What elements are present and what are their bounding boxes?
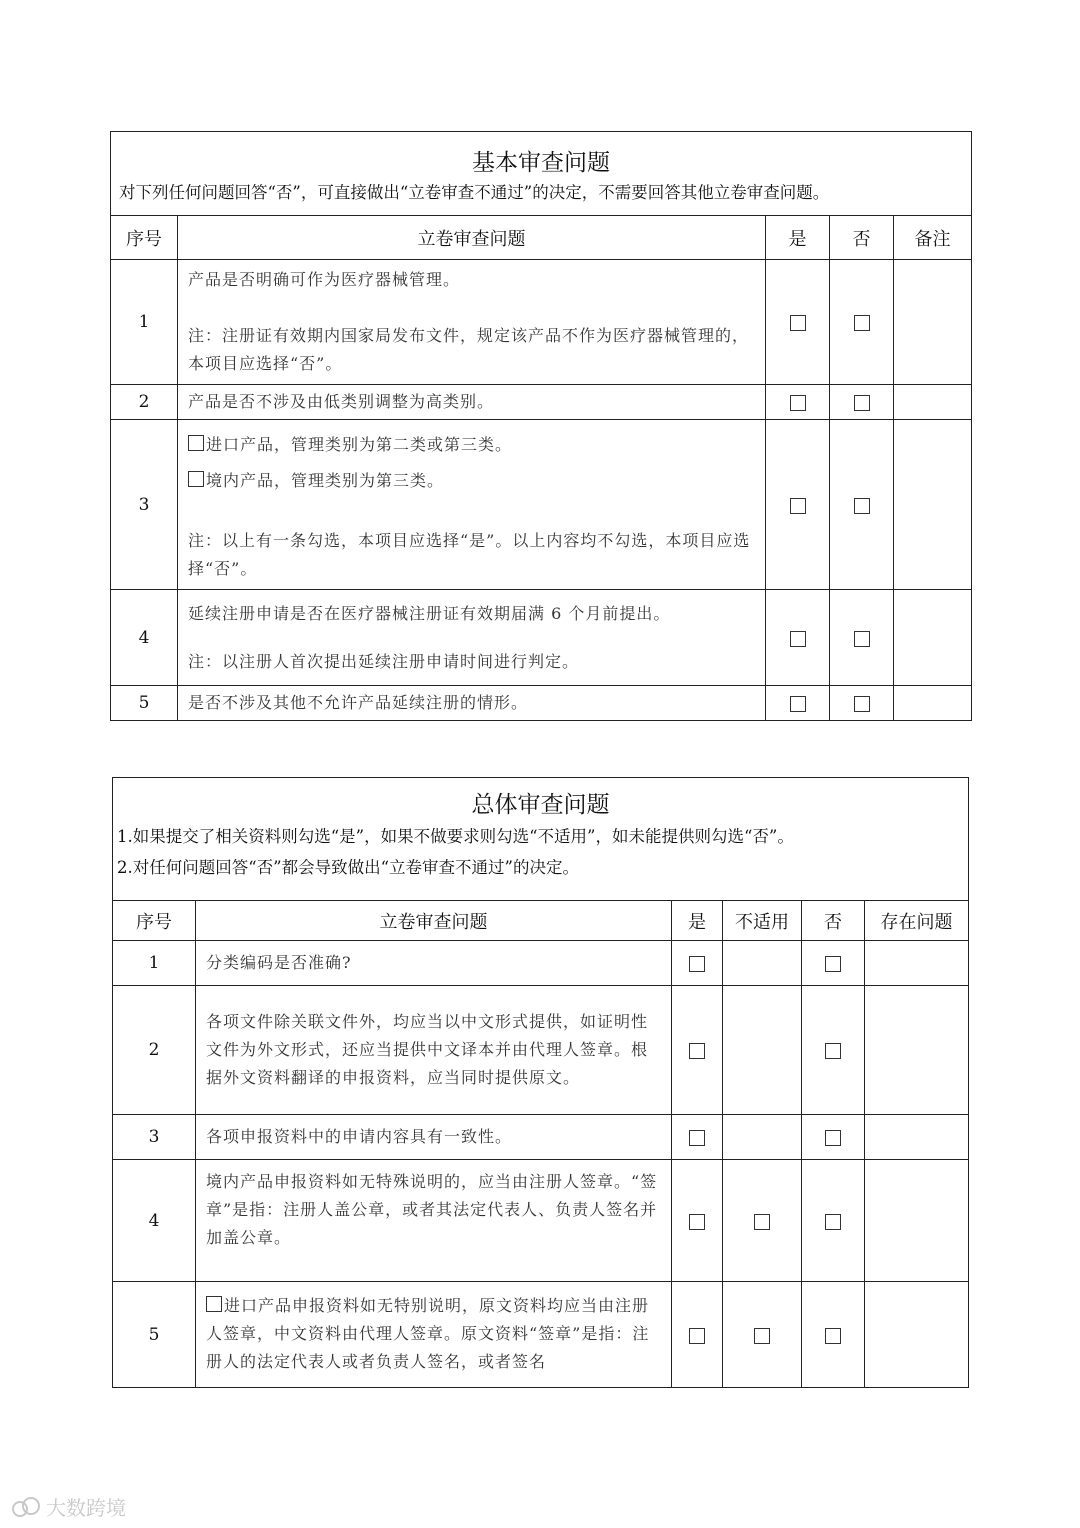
col-header-not-applicable: 不适用 — [723, 901, 802, 941]
na-cell — [723, 1115, 802, 1160]
option-text-domestic: 境内产品，管理类别为第三类。 — [206, 470, 445, 490]
no-checkbox[interactable] — [825, 956, 841, 972]
question-note: 注：以上有一条勾选，本项目应选择“是”。以上内容均不勾选，本项目应选择“否”。 — [188, 530, 751, 578]
table2-instruction-2: 2.对任何问题回答“否”都会导致做出“立卷审查不通过”的决定。 — [117, 858, 579, 877]
row-number: 2 — [111, 385, 178, 420]
question-note: 注：以注册人首次提出延续注册申请时间进行判定。 — [188, 651, 580, 671]
col-header-remark: 备注 — [894, 216, 972, 260]
option-checkbox-import[interactable] — [206, 1296, 222, 1312]
no-cell — [802, 941, 865, 986]
row-number: 1 — [111, 260, 178, 385]
remark-cell[interactable] — [894, 590, 972, 686]
yes-cell — [766, 385, 830, 420]
table-header-cell — [111, 132, 972, 216]
issue-cell[interactable] — [865, 1160, 969, 1282]
yes-cell — [672, 1282, 723, 1388]
general-review-table — [112, 777, 969, 1388]
question-cell — [178, 686, 766, 721]
na-checkbox[interactable] — [754, 1328, 770, 1344]
table2-instruction-1: 1.如果提交了相关资料则勾选“是”，如果不做要求则勾选“不适用”，如未能提供则勾选“否”。 — [117, 827, 794, 846]
row-number: 3 — [111, 420, 178, 590]
remark-cell[interactable] — [894, 420, 972, 590]
watermark-logo-icon — [12, 1497, 42, 1517]
yes-checkbox[interactable] — [689, 1328, 705, 1344]
yes-checkbox[interactable] — [790, 631, 806, 647]
na-cell — [723, 986, 802, 1115]
table-row — [113, 1282, 969, 1388]
no-cell — [802, 1115, 865, 1160]
no-cell — [802, 1160, 865, 1282]
yes-cell — [672, 941, 723, 986]
col-header-no-answer: 否 — [830, 216, 894, 260]
question-text: 延续注册申请是否在医疗器械注册证有效期届满 6 个月前提出。 — [188, 603, 671, 623]
na-cell — [723, 1282, 802, 1388]
question-cell — [178, 260, 766, 385]
basic-review-table — [110, 131, 972, 721]
option-checkbox-import[interactable] — [188, 435, 204, 451]
yes-cell — [672, 986, 723, 1115]
question-cell — [196, 1282, 672, 1388]
no-cell — [802, 986, 865, 1115]
question-cell — [196, 986, 672, 1115]
no-cell — [802, 1282, 865, 1388]
question-cell — [196, 1115, 672, 1160]
col-header-no: 序号 — [113, 901, 196, 941]
question-cell — [178, 420, 766, 590]
question-cell — [178, 385, 766, 420]
question-text: 是否不涉及其他不允许产品延续注册的情形。 — [188, 693, 529, 712]
yes-checkbox[interactable] — [790, 696, 806, 712]
remark-cell[interactable] — [894, 385, 972, 420]
question-text: 分类编码是否准确? — [206, 953, 352, 972]
no-checkbox[interactable] — [854, 631, 870, 647]
col-header-question: 立卷审查问题 — [178, 216, 766, 260]
no-checkbox[interactable] — [825, 1328, 841, 1344]
no-cell — [830, 260, 894, 385]
table2-title: 总体审查问题 — [471, 792, 610, 818]
option-text-import: 进口产品，管理类别为第二类或第三类。 — [206, 434, 513, 454]
col-header-issue: 存在问题 — [865, 901, 969, 941]
no-cell — [830, 590, 894, 686]
table-row — [113, 941, 969, 986]
question-text: 境内产品申报资料如无特殊说明的，应当由注册人签章。“签章”是指：注册人盖公章，或者其法定代表人、负责人签名并加盖公章。 — [206, 1172, 658, 1247]
watermark-text: 大数跨境 — [46, 1496, 126, 1520]
issue-cell[interactable] — [865, 941, 969, 986]
yes-cell — [766, 420, 830, 590]
table-header-cell — [113, 778, 969, 901]
na-cell — [723, 941, 802, 986]
row-number: 4 — [113, 1160, 196, 1282]
no-cell — [830, 385, 894, 420]
yes-checkbox[interactable] — [689, 1130, 705, 1146]
table-row — [113, 986, 969, 1115]
option-checkbox-domestic[interactable] — [188, 471, 204, 487]
yes-checkbox[interactable] — [790, 498, 806, 514]
question-text: 各项申报资料中的申请内容具有一致性。 — [206, 1127, 513, 1146]
yes-checkbox[interactable] — [790, 315, 806, 331]
row-number: 5 — [111, 686, 178, 721]
remark-cell[interactable] — [894, 260, 972, 385]
yes-cell — [766, 686, 830, 721]
question-text: 产品是否不涉及由低类别调整为高类别。 — [188, 392, 495, 411]
row-number: 5 — [113, 1282, 196, 1388]
issue-cell[interactable] — [865, 1282, 969, 1388]
no-checkbox[interactable] — [854, 696, 870, 712]
row-number: 1 — [113, 941, 196, 986]
no-checkbox[interactable] — [854, 395, 870, 411]
table-row — [111, 385, 972, 420]
yes-checkbox[interactable] — [689, 956, 705, 972]
na-checkbox[interactable] — [754, 1214, 770, 1230]
row-number: 3 — [113, 1115, 196, 1160]
table1-title: 基本审查问题 — [472, 149, 611, 176]
no-cell — [830, 420, 894, 590]
table1-subtitle: 对下列任何问题回答“否”，可直接做出“立卷审查不通过”的决定，不需要回答其他立卷审查问题。 — [119, 182, 830, 202]
question-text: 产品是否明确可作为医疗器械管理。 — [188, 270, 461, 289]
table-row — [111, 590, 972, 686]
question-text: 进口产品申报资料如无特别说明，原文资料均应当由注册人签章，中文资料由代理人签章。原文资料“签章”是指：注册人的法定代表人或者负责人签名，或者签名 — [206, 1296, 650, 1371]
yes-checkbox[interactable] — [689, 1214, 705, 1230]
row-number: 2 — [113, 986, 196, 1115]
remark-cell[interactable] — [894, 686, 972, 721]
row-number: 4 — [111, 590, 178, 686]
col-header-yes: 是 — [672, 901, 723, 941]
yes-cell — [766, 260, 830, 385]
table-row — [113, 1160, 969, 1282]
no-checkbox[interactable] — [854, 315, 870, 331]
yes-cell — [672, 1160, 723, 1282]
na-cell — [723, 1160, 802, 1282]
question-cell — [196, 941, 672, 986]
issue-cell[interactable] — [865, 986, 969, 1115]
table-row — [111, 686, 972, 721]
yes-cell — [672, 1115, 723, 1160]
question-text: 各项文件除关联文件外，均应当以中文形式提供，如证明性文件为外文形式，还应当提供中文译本并由代理人签章。根据外文资料翻译的申报资料，应当同时提供原文。 — [206, 1012, 649, 1087]
table-row — [111, 260, 972, 385]
col-header-no-answer: 否 — [802, 901, 865, 941]
yes-checkbox[interactable] — [790, 395, 806, 411]
no-checkbox[interactable] — [825, 1214, 841, 1230]
watermark — [12, 1492, 126, 1521]
no-checkbox[interactable] — [825, 1043, 841, 1059]
yes-cell — [766, 590, 830, 686]
issue-cell[interactable] — [865, 1115, 969, 1160]
question-cell — [196, 1160, 672, 1282]
no-checkbox[interactable] — [825, 1130, 841, 1146]
col-header-yes: 是 — [766, 216, 830, 260]
table-row — [111, 420, 972, 590]
question-cell — [178, 590, 766, 686]
col-header-no: 序号 — [111, 216, 178, 260]
col-header-question: 立卷审查问题 — [196, 901, 672, 941]
yes-checkbox[interactable] — [689, 1043, 705, 1059]
question-note: 注：注册证有效期内国家局发布文件，规定该产品不作为医疗器械管理的，本项目应选择“否”。 — [188, 326, 750, 373]
no-checkbox[interactable] — [854, 498, 870, 514]
no-cell — [830, 686, 894, 721]
table-row — [113, 1115, 969, 1160]
